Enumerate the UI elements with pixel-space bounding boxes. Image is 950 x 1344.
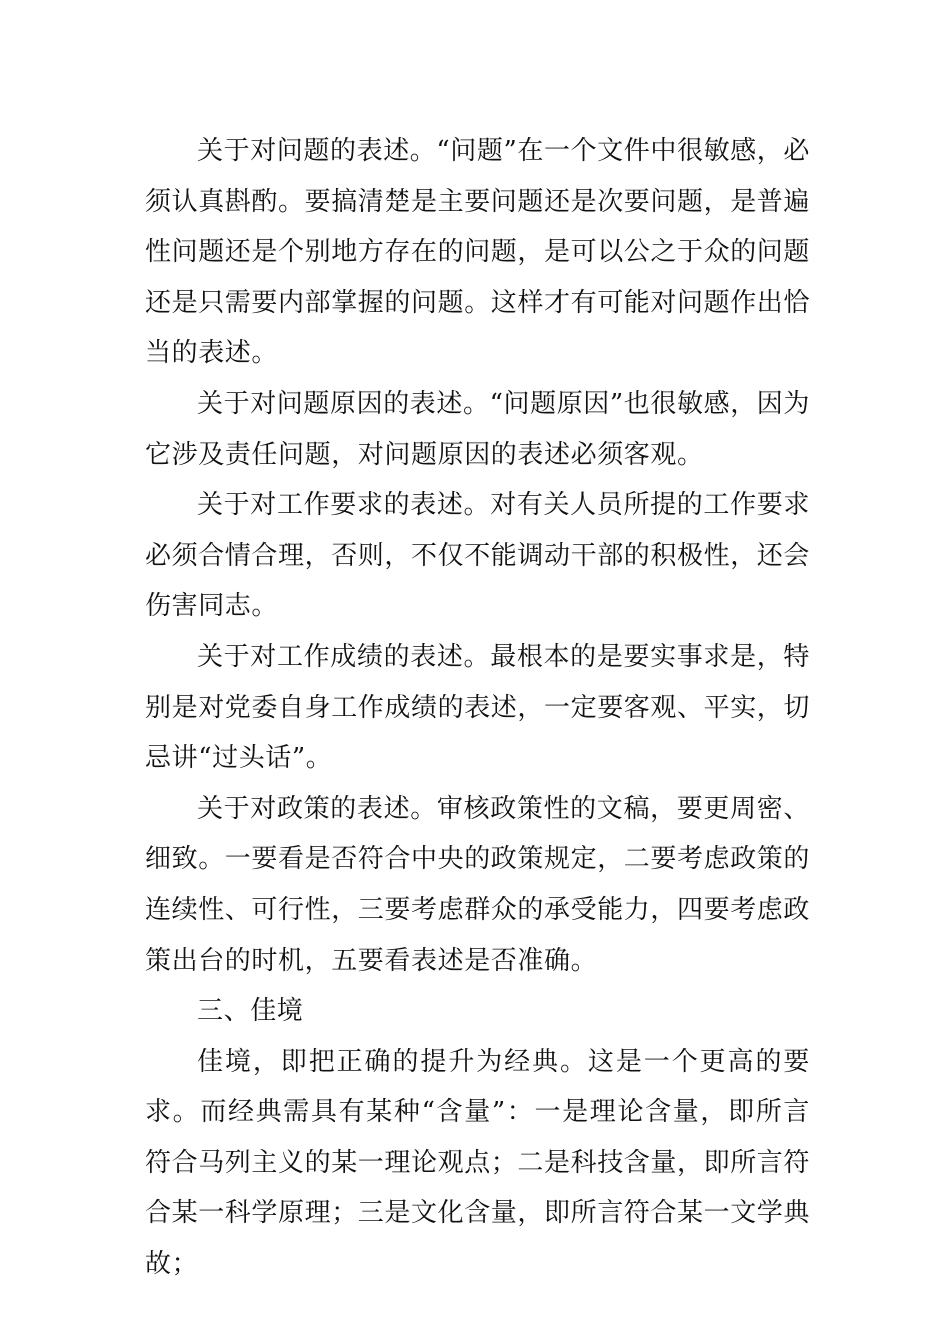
- section-heading: 三、佳境: [197, 996, 304, 1027]
- paragraph-work-requirements: 关于对工作要求的表述。对有关人员所提的工作要求必须合情合理，否则，不仅不能调动干部的积极性，还会伤害同志。: [145, 490, 811, 622]
- paragraph-policy: 关于对政策的表述。审核政策性的文稿，要更周密、细致。一要看是否符合中央的政策规定，二要考虑政策的连续性、可行性，三要考虑群众的承受能力，四要考虑政策出台的时机，五要看表述是否准确。: [145, 793, 811, 976]
- paragraph-work-achievements: 关于对工作成绩的表述。最根本的是要实事求是，特别是对党委自身工作成绩的表述，一定要客观、平实，切忌讲“过头话”。: [145, 641, 811, 774]
- paragraph-excellence: 佳境，即把正确的提升为经典。这是一个更高的要求。而经典需具有某种“含量”：一是理论含量，即所言符合马列主义的某一理论观点；二是科技含量，即所言符合某一科学原理；三是文化含量，即所言符合某一文学典故；: [145, 1046, 811, 1280]
- paragraph-problem-statement: 关于对问题的表述。“问题”在一个文件中很敏感，必须认真斟酌。要搞清楚是主要问题还是次要问题，是普遍性问题还是个别地方存在的问题，是可以公之于众的问题还是只需要内部掌握的问题。这样才有可能对问题作出恰当的表述。: [145, 136, 811, 369]
- paragraph-problem-cause: 关于对问题原因的表述。“问题原因”也很敏感，因为它涉及责任问题，对问题原因的表述必须客观。: [145, 388, 810, 470]
- document-body: [145, 126, 810, 1290]
